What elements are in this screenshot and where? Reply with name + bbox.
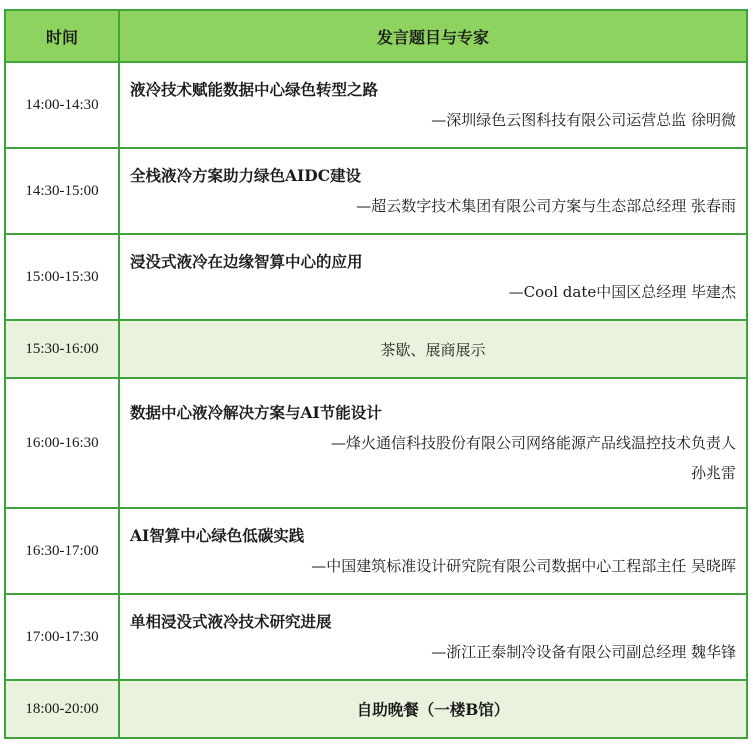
time-cell: 14:30-15:00 [5, 148, 119, 234]
speaker-info: —Cool date中国区总经理 毕建杰 [508, 283, 736, 301]
header-topic: 发言题目与专家 [119, 10, 747, 62]
talk-title: 浸没式液冷在边缘智算中心的应用 [130, 252, 363, 271]
time-cell: 16:30-17:00 [5, 508, 119, 594]
dinner-text: 自助晚餐（一楼B馆） [119, 680, 747, 738]
speaker-info: —中国建筑标准设计研究院有限公司数据中心工程部主任 吴晓晖 [311, 557, 736, 575]
talk-title: 液冷技术赋能数据中心绿色转型之路 [130, 80, 379, 99]
break-text: 茶歇、展商展示 [119, 320, 747, 378]
time-cell: 18:00-20:00 [5, 680, 119, 738]
topic-cell [119, 594, 747, 680]
header-time: 时间 [5, 10, 119, 62]
speaker-info: —烽火通信科技股份有限公司网络能源产品线温控技术负责人 [330, 434, 736, 452]
time-cell: 16:00-16:30 [5, 378, 119, 508]
talk-title: 全栈液冷方案助力绿色AIDC建设 [130, 166, 362, 185]
table-row [5, 148, 747, 234]
topic-cell [119, 508, 747, 594]
table-row [5, 508, 747, 594]
speaker-name: 孙兆雷 [690, 464, 736, 482]
table-row [5, 62, 747, 148]
topic-cell [119, 62, 747, 148]
talk-title: AI智算中心绿色低碳实践 [130, 526, 305, 545]
time-cell: 15:00-15:30 [5, 234, 119, 320]
schedule-table [4, 9, 748, 739]
speaker-info: —深圳绿色云图科技有限公司运营总监 徐明微 [431, 111, 736, 129]
table-row [5, 234, 747, 320]
time-cell: 15:30-16:00 [5, 320, 119, 378]
time-cell: 14:00-14:30 [5, 62, 119, 148]
time-cell: 17:00-17:30 [5, 594, 119, 680]
table-row [5, 378, 747, 508]
talk-title: 数据中心液冷解决方案与AI节能设计 [130, 403, 382, 422]
topic-cell [119, 148, 747, 234]
talk-title: 单相浸没式液冷技术研究进展 [130, 612, 332, 631]
table-row-dinner [5, 680, 747, 738]
speaker-info: —浙江正泰制冷设备有限公司副总经理 魏华锋 [431, 643, 736, 661]
header-row [5, 10, 747, 62]
topic-cell [119, 234, 747, 320]
table-row-break [5, 320, 747, 378]
topic-cell [119, 378, 747, 508]
table-row [5, 594, 747, 680]
speaker-info: —超云数字技术集团有限公司方案与生态部总经理 张春雨 [356, 197, 736, 215]
